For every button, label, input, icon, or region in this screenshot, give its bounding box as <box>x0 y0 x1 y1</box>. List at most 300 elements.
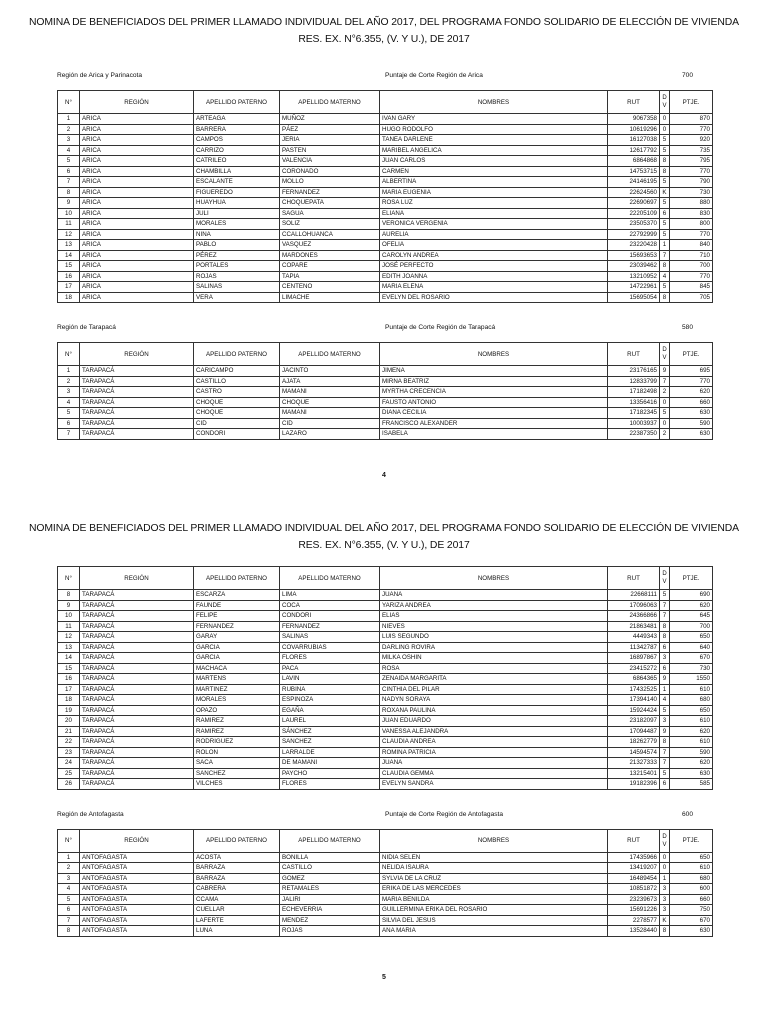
nombres-cell: JUANA <box>380 758 608 769</box>
apellido-materno-cell: PÁEZ <box>280 124 380 135</box>
row-number: 4 <box>58 145 80 156</box>
table-row <box>58 261 713 272</box>
region-cell: TARAPACÁ <box>80 632 194 643</box>
column-header-nombres: NOMBRES <box>380 567 608 590</box>
row-number: 9 <box>58 198 80 209</box>
dv-cell: 6 <box>660 779 670 790</box>
column-header-n: N° <box>58 91 80 114</box>
nombres-cell: VANESSA ALEJANDRA <box>380 726 608 737</box>
nombres-cell: EDITH JOANNA <box>380 271 608 282</box>
apellido-paterno-cell: VERA <box>194 292 280 303</box>
region-label: Región de Tarapacá <box>57 324 116 331</box>
row-number: 16 <box>58 271 80 282</box>
column-header-rut: RUT <box>608 567 660 590</box>
dv-cell: 3 <box>660 905 670 916</box>
table-row <box>58 674 713 685</box>
row-number: 11 <box>58 219 80 230</box>
apellido-paterno-cell: CASTRO <box>194 387 280 398</box>
table-header-row <box>58 343 713 366</box>
dv-cell: 1 <box>660 684 670 695</box>
apellido-materno-cell: LARRALDE <box>280 747 380 758</box>
table-row <box>58 905 713 916</box>
row-number: 18 <box>58 292 80 303</box>
apellido-materno-cell: CHOQUE <box>280 397 380 408</box>
column-header-ap-paterno: APELLIDO PATERNO <box>194 567 280 590</box>
nombres-cell: MIRNA BEATRIZ <box>380 376 608 387</box>
dv-cell: 0 <box>660 418 670 429</box>
apellido-paterno-cell: LAFERTE <box>194 915 280 926</box>
table-row <box>58 145 713 156</box>
apellido-materno-cell: TAPIA <box>280 271 380 282</box>
apellido-materno-cell: MARDONES <box>280 250 380 261</box>
apellido-materno-cell: VALENCIA <box>280 156 380 167</box>
table-row <box>58 429 713 440</box>
apellido-materno-cell: COCA <box>280 600 380 611</box>
rut-cell: 17094487 <box>608 726 660 737</box>
apellido-paterno-cell: RAMIREZ <box>194 716 280 727</box>
row-number: 6 <box>58 166 80 177</box>
table-row <box>58 408 713 419</box>
table-row <box>58 124 713 135</box>
cutoff-value: 700 <box>681 72 693 79</box>
puntaje-cell: 790 <box>670 177 713 188</box>
apellido-paterno-cell: CATRILEO <box>194 156 280 167</box>
nombres-cell: JIMENA <box>380 366 608 377</box>
puntaje-cell: 650 <box>670 632 713 643</box>
rut-cell: 17182498 <box>608 387 660 398</box>
apellido-paterno-cell: BARRAZA <box>194 873 280 884</box>
rut-cell: 17435966 <box>608 852 660 863</box>
row-number: 23 <box>58 747 80 758</box>
table-row <box>58 768 713 779</box>
region-cell: ANTOFAGASTA <box>80 852 194 863</box>
row-number: 10 <box>58 208 80 219</box>
table-row <box>58 387 713 398</box>
nombres-cell: CLAUDIA GEMMA <box>380 768 608 779</box>
table-row <box>58 852 713 863</box>
apellido-paterno-cell: GARCIA <box>194 642 280 653</box>
table-row <box>58 156 713 167</box>
table-row <box>58 726 713 737</box>
rut-cell: 21863481 <box>608 621 660 632</box>
row-number: 4 <box>58 397 80 408</box>
apellido-materno-cell: CASTILLO <box>280 863 380 874</box>
apellido-paterno-cell: PABLO <box>194 240 280 251</box>
column-header-ptje: PTJE. <box>670 343 713 366</box>
dv-cell: 5 <box>660 219 670 230</box>
cutoff-label: Puntaje de Corte Región de Antofagasta <box>385 810 504 818</box>
region-cell: TARAPACÁ <box>80 779 194 790</box>
apellido-paterno-cell: CHOQUE <box>194 408 280 419</box>
puntaje-cell: 770 <box>670 271 713 282</box>
row-number: 13 <box>58 240 80 251</box>
rut-cell: 4449343 <box>608 632 660 643</box>
puntaje-cell: 610 <box>670 737 713 748</box>
puntaje-cell: 735 <box>670 145 713 156</box>
apellido-paterno-cell: NINA <box>194 229 280 240</box>
puntaje-cell: 730 <box>670 663 713 674</box>
column-header-ptje: PTJE. <box>670 91 713 114</box>
nombres-cell: ANA MARIA <box>380 926 608 937</box>
nombres-cell: DIANA CECILIA <box>380 408 608 419</box>
puntaje-cell: 845 <box>670 282 713 293</box>
table-row <box>58 642 713 653</box>
dv-cell: 5 <box>660 408 670 419</box>
row-number: 15 <box>58 663 80 674</box>
table-row <box>58 737 713 748</box>
dv-cell: 7 <box>660 758 670 769</box>
rut-cell: 22792999 <box>608 229 660 240</box>
rut-cell: 15691226 <box>608 905 660 916</box>
dv-cell: 8 <box>660 166 670 177</box>
apellido-materno-cell: CID <box>280 418 380 429</box>
nombres-cell: CLAUDIA ANDREA <box>380 737 608 748</box>
table-row <box>58 621 713 632</box>
puntaje-cell: 700 <box>670 261 713 272</box>
dv-cell: 5 <box>660 705 670 716</box>
nombres-cell: FRANCISCO ALEXANDER <box>380 418 608 429</box>
table-header-row <box>58 91 713 114</box>
rut-cell: 13528440 <box>608 926 660 937</box>
nombres-cell: SYLVIA DE LA CRUZ <box>380 873 608 884</box>
apellido-materno-cell: EGAÑA <box>280 705 380 716</box>
rut-cell: 17182345 <box>608 408 660 419</box>
apellido-materno-cell: DE MAMANI <box>280 758 380 769</box>
row-number: 5 <box>58 156 80 167</box>
nombres-cell: ERIKA DE LAS MERCEDES <box>380 884 608 895</box>
cutoff-value: 600 <box>681 810 693 818</box>
column-header-dv: D V <box>660 343 670 366</box>
table-row <box>58 600 713 611</box>
puntaje-cell: 610 <box>670 716 713 727</box>
region-cell: TARAPACÁ <box>80 674 194 685</box>
region-cell: TARAPACÁ <box>80 684 194 695</box>
apellido-paterno-cell: ROLON <box>194 747 280 758</box>
region-cell: ARICA <box>80 219 194 230</box>
row-number: 7 <box>58 429 80 440</box>
row-number: 5 <box>58 894 80 905</box>
puntaje-cell: 730 <box>670 187 713 198</box>
table-row <box>58 747 713 758</box>
column-header-ap-materno: APELLIDO MATERNO <box>280 91 380 114</box>
region-cell: ANTOFAGASTA <box>80 915 194 926</box>
nombres-cell: YARIZA ANDREA <box>380 600 608 611</box>
table-row <box>58 590 713 601</box>
region-cell: ARICA <box>80 229 194 240</box>
dv-cell: 7 <box>660 376 670 387</box>
table-row <box>58 135 713 146</box>
row-number: 9 <box>58 600 80 611</box>
table-row <box>58 716 713 727</box>
table-row <box>58 915 713 926</box>
column-header-n: N° <box>58 567 80 590</box>
region-cell: TARAPACÁ <box>80 747 194 758</box>
document-page-4 <box>0 0 768 479</box>
table-row <box>58 282 713 293</box>
apellido-materno-cell: JACINTO <box>280 366 380 377</box>
apellido-paterno-cell: ARTEAGA <box>194 114 280 125</box>
apellido-materno-cell: SALINAS <box>280 632 380 643</box>
apellido-materno-cell: CORONADO <box>280 166 380 177</box>
table-row <box>58 166 713 177</box>
puntaje-cell: 695 <box>670 366 713 377</box>
rut-cell: 13356416 <box>608 397 660 408</box>
region-cell: ANTOFAGASTA <box>80 884 194 895</box>
table-row <box>58 177 713 188</box>
apellido-paterno-cell: MORALES <box>194 695 280 706</box>
puntaje-cell: 650 <box>670 705 713 716</box>
nombres-cell: JUANA <box>380 590 608 601</box>
apellido-paterno-cell: ACOSTA <box>194 852 280 863</box>
row-number: 1 <box>58 852 80 863</box>
puntaje-cell: 795 <box>670 156 713 167</box>
column-header-ap-materno: APELLIDO MATERNO <box>280 567 380 590</box>
table-row <box>58 366 713 377</box>
apellido-paterno-cell: ESCARZA <box>194 590 280 601</box>
column-header-dv: D V <box>660 829 670 852</box>
apellido-paterno-cell: CARRIZO <box>194 145 280 156</box>
rut-cell: 12617792 <box>608 145 660 156</box>
dv-cell: 7 <box>660 250 670 261</box>
apellido-materno-cell: COVARRUBIAS <box>280 642 380 653</box>
region-cell: TARAPACÁ <box>80 642 194 653</box>
apellido-materno-cell: MAMANI <box>280 387 380 398</box>
row-number: 5 <box>58 408 80 419</box>
apellido-materno-cell: SANCHEZ <box>280 737 380 748</box>
rut-cell: 22668111 <box>608 590 660 601</box>
table-row <box>58 632 713 643</box>
apellido-paterno-cell: PORTALES <box>194 261 280 272</box>
dv-cell: 9 <box>660 726 670 737</box>
region-cell: TARAPACÁ <box>80 653 194 664</box>
document-page-5 <box>0 506 768 981</box>
rut-cell: 15693653 <box>608 250 660 261</box>
region-label: Región de Arica y Parinacota <box>57 72 143 79</box>
table-row <box>58 926 713 937</box>
region-cell: TARAPACÁ <box>80 695 194 706</box>
rut-cell: 10851872 <box>608 884 660 895</box>
apellido-materno-cell: JALIRI <box>280 894 380 905</box>
nombres-cell: JUAN EDUARDO <box>380 716 608 727</box>
rut-cell: 24366866 <box>608 611 660 622</box>
puntaje-cell: 620 <box>670 726 713 737</box>
apellido-materno-cell: ROJAS <box>280 926 380 937</box>
column-header-rut: RUT <box>608 343 660 366</box>
nombres-cell: CAROLYN ANDREA <box>380 250 608 261</box>
rut-cell: 22387350 <box>608 429 660 440</box>
puntaje-cell: 670 <box>670 653 713 664</box>
apellido-materno-cell: SOLIZ <box>280 219 380 230</box>
column-header-region: REGIÓN <box>80 567 194 590</box>
puntaje-cell: 750 <box>670 905 713 916</box>
region-cell: ARICA <box>80 240 194 251</box>
dv-cell: 4 <box>660 695 670 706</box>
dv-cell: 6 <box>660 208 670 219</box>
rut-cell: 23415272 <box>608 663 660 674</box>
row-number: 17 <box>58 282 80 293</box>
apellido-materno-cell: RUBINA <box>280 684 380 695</box>
nombres-cell: MARIBEL ANGELICA <box>380 145 608 156</box>
document-title <box>0 14 768 48</box>
row-number: 2 <box>58 376 80 387</box>
apellido-materno-cell: PASTEN <box>280 145 380 156</box>
puntaje-cell: 590 <box>670 418 713 429</box>
row-number: 3 <box>58 387 80 398</box>
region-cell: ARICA <box>80 292 194 303</box>
nombres-cell: ZENAIDA MARGARITA <box>380 674 608 685</box>
apellido-paterno-cell: SANCHEZ <box>194 768 280 779</box>
region-cell: ARICA <box>80 177 194 188</box>
puntaje-cell: 630 <box>670 408 713 419</box>
dv-cell: 8 <box>660 632 670 643</box>
rut-cell: 17096063 <box>608 600 660 611</box>
dv-cell: 2 <box>660 429 670 440</box>
dv-cell: 1 <box>660 240 670 251</box>
region-cell: ANTOFAGASTA <box>80 905 194 916</box>
region-cell: TARAPACÁ <box>80 716 194 727</box>
nombres-cell: AURELIA <box>380 229 608 240</box>
puntaje-cell: 660 <box>670 397 713 408</box>
apellido-materno-cell: MUÑOZ <box>280 114 380 125</box>
column-header-nombres: NOMBRES <box>380 343 608 366</box>
apellido-paterno-cell: MARTENS <box>194 674 280 685</box>
table-row <box>58 684 713 695</box>
row-number: 7 <box>58 915 80 926</box>
rut-cell: 10003937 <box>608 418 660 429</box>
apellido-materno-cell: VASQUEZ <box>280 240 380 251</box>
puntaje-cell: 1550 <box>670 674 713 685</box>
apellido-paterno-cell: BARRAZA <box>194 863 280 874</box>
dv-cell: 8 <box>660 156 670 167</box>
nombres-cell: NELIDA ISAURA <box>380 863 608 874</box>
table-row <box>58 229 713 240</box>
title-line-1: NOMINA DE BENEFICIADOS DEL PRIMER LLAMADO INDIVIDUAL DEL AÑO 2017, DEL PROGRAMA FONDO SOLIDARIO DE ELECCIÓN DE VIVIENDA <box>28 523 740 534</box>
apellido-materno-cell: LAZARO <box>280 429 380 440</box>
nombres-cell: MARIA ELENA <box>380 282 608 293</box>
apellido-materno-cell: CENTENO <box>280 282 380 293</box>
row-number: 2 <box>58 124 80 135</box>
row-number: 19 <box>58 705 80 716</box>
region-cell: ARICA <box>80 145 194 156</box>
nombres-cell: ROXANA PAULINA <box>380 705 608 716</box>
column-header-ap-materno: APELLIDO MATERNO <box>280 343 380 366</box>
apellido-materno-cell: ECHEVERRIA <box>280 905 380 916</box>
nombres-cell: JUAN CARLOS <box>380 156 608 167</box>
rut-cell: 23182097 <box>608 716 660 727</box>
puntaje-cell: 770 <box>670 229 713 240</box>
dv-cell: 7 <box>660 611 670 622</box>
rut-cell: 12833799 <box>608 376 660 387</box>
puntaje-cell: 660 <box>670 894 713 905</box>
row-number: 8 <box>58 187 80 198</box>
dv-cell: 4 <box>660 271 670 282</box>
region-cell: ARICA <box>80 114 194 125</box>
dv-cell: 9 <box>660 366 670 377</box>
puntaje-cell: 650 <box>670 852 713 863</box>
row-number: 25 <box>58 768 80 779</box>
dv-cell: 3 <box>660 884 670 895</box>
region-header <box>57 324 711 336</box>
row-number: 8 <box>58 590 80 601</box>
title-line-1: NOMINA DE BENEFICIADOS DEL PRIMER LLAMADO INDIVIDUAL DEL AÑO 2017, DEL PROGRAMA FONDO SOLIDARIO DE ELECCIÓN DE VIVIENDA <box>28 17 740 28</box>
apellido-paterno-cell: JULI <box>194 208 280 219</box>
puntaje-cell: 705 <box>670 292 713 303</box>
page-number: 5 <box>382 974 386 981</box>
puntaje-cell: 920 <box>670 135 713 146</box>
page-number: 4 <box>382 472 386 479</box>
puntaje-cell: 680 <box>670 873 713 884</box>
document-title <box>0 520 768 554</box>
puntaje-cell: 710 <box>670 250 713 261</box>
region-cell: ARICA <box>80 166 194 177</box>
nombres-cell: SILVIA DEL JESUS <box>380 915 608 926</box>
column-header-region: REGIÓN <box>80 91 194 114</box>
apellido-paterno-cell: ROJAS <box>194 271 280 282</box>
apellido-materno-cell: MOLLO <box>280 177 380 188</box>
column-header-nombres: NOMBRES <box>380 91 608 114</box>
dv-cell: 0 <box>660 124 670 135</box>
table-header-row <box>58 829 713 852</box>
beneficiary-table <box>57 342 713 440</box>
dv-cell: 9 <box>660 674 670 685</box>
region-cell: ANTOFAGASTA <box>80 926 194 937</box>
dv-cell: 5 <box>660 229 670 240</box>
puntaje-cell: 600 <box>670 884 713 895</box>
apellido-paterno-cell: LUNA <box>194 926 280 937</box>
puntaje-cell: 680 <box>670 695 713 706</box>
apellido-paterno-cell: CASTILLO <box>194 376 280 387</box>
rut-cell: 22205109 <box>608 208 660 219</box>
table-row <box>58 240 713 251</box>
table-row <box>58 219 713 230</box>
dv-cell: 5 <box>660 145 670 156</box>
row-number: 6 <box>58 418 80 429</box>
apellido-paterno-cell: VILCHES <box>194 779 280 790</box>
row-number: 21 <box>58 726 80 737</box>
rut-cell: 21327333 <box>608 758 660 769</box>
rut-cell: 10619296 <box>608 124 660 135</box>
apellido-paterno-cell: HUAYHUA <box>194 198 280 209</box>
dv-cell: 5 <box>660 177 670 188</box>
region-cell: TARAPACÁ <box>80 408 194 419</box>
row-number: 20 <box>58 716 80 727</box>
puntaje-cell: 770 <box>670 376 713 387</box>
region-cell: TARAPACÁ <box>80 768 194 779</box>
region-label: Región de Antofagasta <box>57 810 124 818</box>
region-cell: TARAPACÁ <box>80 397 194 408</box>
apellido-paterno-cell: OPAZO <box>194 705 280 716</box>
apellido-paterno-cell: GARCIA <box>194 653 280 664</box>
table-row <box>58 114 713 125</box>
puntaje-cell: 610 <box>670 684 713 695</box>
apellido-paterno-cell: CABRERA <box>194 884 280 895</box>
table-row <box>58 884 713 895</box>
puntaje-cell: 870 <box>670 114 713 125</box>
apellido-materno-cell: FLORES <box>280 653 380 664</box>
nombres-cell: CINTHIA DEL PILAR <box>380 684 608 695</box>
table-row <box>58 863 713 874</box>
region-cell: ARICA <box>80 124 194 135</box>
puntaje-cell: 880 <box>670 198 713 209</box>
rut-cell: 23239673 <box>608 894 660 905</box>
column-header-ptje: PTJE. <box>670 567 713 590</box>
dv-cell: 8 <box>660 926 670 937</box>
apellido-paterno-cell: ESCALANTE <box>194 177 280 188</box>
dv-cell: 5 <box>660 198 670 209</box>
puntaje-cell: 620 <box>670 387 713 398</box>
region-cell: ARICA <box>80 198 194 209</box>
table-row <box>58 779 713 790</box>
